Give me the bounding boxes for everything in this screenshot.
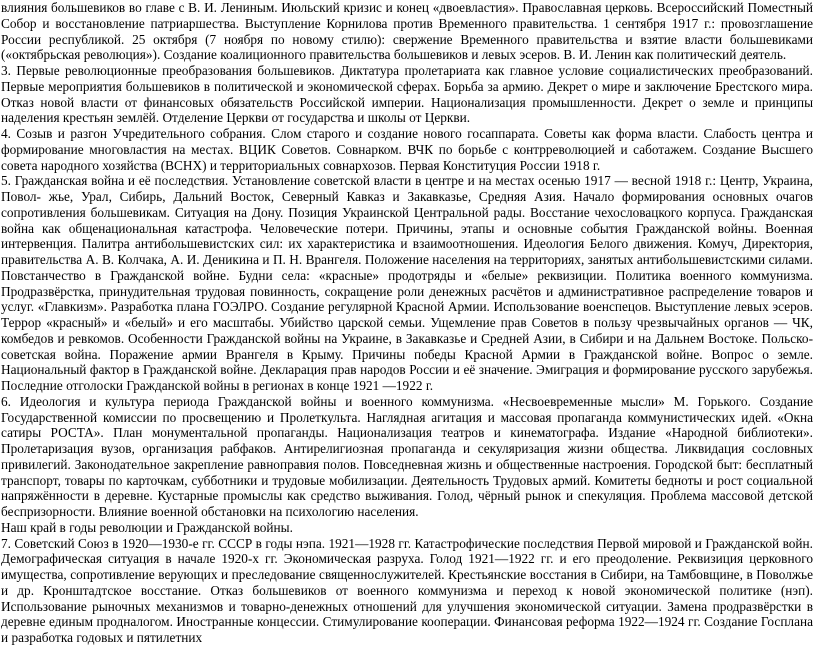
text-line: монументальной пропаганды. Национализация театров и кинематографа. Издание «Народной библиотеки». Пролетаризация вузов, организация: [1, 425, 814, 456]
text-line: большевикам. Ситуация на Дону. Позиция Украинской Центральной рады. Восстание чехословацкого корпуса. Гражданская война как: [1, 204, 813, 236]
paragraph-p6: [1, 520, 813, 536]
text-line: Армии в Гражданской войне. Вопрос о земле. Национальный фактор в Гражданской войне. Декларация прав народов России и её значение. Эмиграция: [1, 346, 813, 378]
paragraph-p1: [1, 0, 813, 63]
text-line: и формирование русского зарубежья. Последние отголоски Гражданской войны в регионах в конце 1921 —1922 г.: [1, 362, 813, 393]
text-line: И. Деникина и П. Н. Врангеля. Положение населения на территориях, занятых антибольшевистскими силами. Повстанчество в Гражданской войне.: [1, 252, 813, 283]
paragraph-p2: [1, 63, 813, 126]
text-line: комиссии по просвещению и Пролеткульта. Наглядная агитация и массовая пропаганда коммунистических идей. «Окна сатиры РОСТА». План: [1, 409, 813, 441]
paragraph-p5: [1, 394, 813, 520]
text-line: мероприятия большевиков в политической и экономической сферах. Борьба за армию. Декрет о мире и заключение Брестского мира. Отказ новой: [1, 78, 813, 110]
text-line: 5. Гражданская война и её последствия. Установление советской власти в центре и на местах осенью 1917 — весной 1918 г.: Центр, Украина, Повол-: [1, 173, 813, 204]
text-line: населения.: [357, 504, 419, 519]
text-line: механизмов и товарно-денежных отношений для улучшения экономической ситуации. Замена продразвёрстки в деревне единым продналогом.: [1, 598, 814, 630]
paragraph-p3: [1, 126, 813, 173]
text-line: власти от финансовых обязательств Российской империи. Национализация промышленности. Декрет о земле и принципы наделения крестьян землёй.: [1, 94, 814, 126]
text-line: 4. Созыв и разгон Учредительного собрания. Слом старого и создание нового госаппарата. Советы как форма власти. Слабость центра и формирование: [1, 126, 813, 157]
text-line: Отделение Церкви от государства и школы от Церкви.: [162, 110, 471, 126]
text-line: Наш край в годы революции и Гражданской войны.: [1, 519, 293, 535]
text-line: многовластия на местах. ВЦИК Советов. Совнарком. ВЧК по борьбе с контрреволюцией и саботажем. Создание Высшего совета народного хозяйства: [1, 141, 813, 173]
text-line: рабфаков. Антирелигиозная пропаганда и секуляризация жизни общества. Ликвидация сословных привилегий. Законодательное закрепление: [1, 441, 814, 472]
text-line: революция»). Создание коалиционного правительства большевиков и левых эсеров. В. И. Ленин как политический деятель.: [83, 47, 787, 63]
text-line: антибольшевистских сил: их характеристика и взаимоотношения. Идеология Белого движения. Комуч, Директория, правительства А. В. Колчака, А.: [1, 236, 813, 267]
text-line: и восстановление патриаршества. Выступление Корнилова против Временного правительства. 1 сентября 1917 г.: провозглашение России: [1, 15, 813, 47]
text-line: семьи. Ущемление прав Советов в пользу чрезвычайных органов — ЧК, комбедов и ревкомов. Особенности Гражданской войны на Украине, в: [1, 315, 814, 346]
text-line: 3. Первые революционные преобразования большевиков. Диктатура пролетариата как главное условие социалистических преобразований. Первые: [1, 63, 813, 94]
paragraph-p7: [1, 536, 813, 646]
text-line: сокращение роли денежных расчётов и административное распределение товаров и услуг. «Главкизм». Разработка плана ГОЭЛРО. Создание: [1, 283, 813, 315]
text-line: жье, Урал, Сибирь, Дальний Восток, Северный Кавказ и Закавказье, Средняя Азия. Начало формирования основных очагов сопротивления: [1, 189, 813, 220]
text-line: средство выживания. Голод, чёрный рынок и спекуляция. Проблема массовой детской беспризорности. Влияние военной обстановки на психологию: [1, 488, 813, 519]
text-line: (ВСНХ) и территориальных совнархозов. Первая Конституция России 1918 г.: [160, 157, 601, 173]
text-line: влияния большевиков во главе с В. И. Лениным. Июльский кризис и конец «двоевластия». Православная церковь. Всероссийский Поместный Собор: [1, 0, 813, 31]
text-line: Иностранные концессии. Стимулирование кооперации. Финансовая реформа 1922—1924 гг. Создание Госплана и разработка годовых и пятилетних: [1, 614, 813, 645]
text-line: равноправия полов. Повседневная жизнь и общественные настроения. Городской быт: бесплатный транспорт, товары по карточкам, субботники и: [1, 456, 813, 488]
text-line: трудовые мобилизации. Деятельность Трудовых армий. Комитеты бедноты и рост социальной напряжённости в деревне. Кустарные промыслы как: [1, 472, 813, 504]
text-line: Будни села: «красные» продотряды и «белые» реквизиции. Политика военного коммунизма. Продразвёрстка, принудительная трудовая повинность,: [1, 267, 813, 299]
text-line: общенациональная катастрофа. Человеческие потери. Причины, этапы и основные события Гражданской войны. Военная интервенция. Палитра: [1, 220, 813, 252]
text-line: 7. Советский Союз в 1920—1930-е гг. СССР в годы нэпа. 1921—1928 гг. Катастрофические последствия Первой мировой и Гражданской войн.: [1, 535, 813, 551]
text-line: регулярной Красной Армии. Использование военспецов. Выступление левых эсеров. Террор «красный» и «белый» и его масштабы. Убийство царской: [1, 299, 813, 330]
paragraph-p4: [1, 173, 813, 394]
text-line: 6. Идеология и культура периода Гражданской войны и военного коммунизма. «Несвоевременные мысли» М. Горького. Создание Государственной: [1, 393, 813, 425]
text-line: Закавказье и Средней Азии, в Сибири и на Дальнем Востоке. Польско-советская война. Поражение армии Врангеля в Крыму. Причины победы Красной: [1, 330, 813, 362]
text-line: сопротивление верующих и преследование священнослужителей. Крестьянские восстания в Сибири, на Тамбовщине, в Поволжье и др. Кронштадтское: [1, 567, 813, 598]
text-line: республикой. 25 октября (7 ноября по новому стилю): свержение Временного правительства и взятие власти большевиками («октябрьская: [1, 31, 813, 63]
text-line: восстание. Отказ большевиков от военного коммунизма и переход к новой экономической политике (нэп). Использование рыночных: [1, 582, 813, 614]
text-line: Демографическая ситуация в начале 1920-х гг. Экономическая разруха. Голод 1921—1922 гг. и его преодоление. Реквизиция церковного имущества,: [1, 551, 813, 582]
